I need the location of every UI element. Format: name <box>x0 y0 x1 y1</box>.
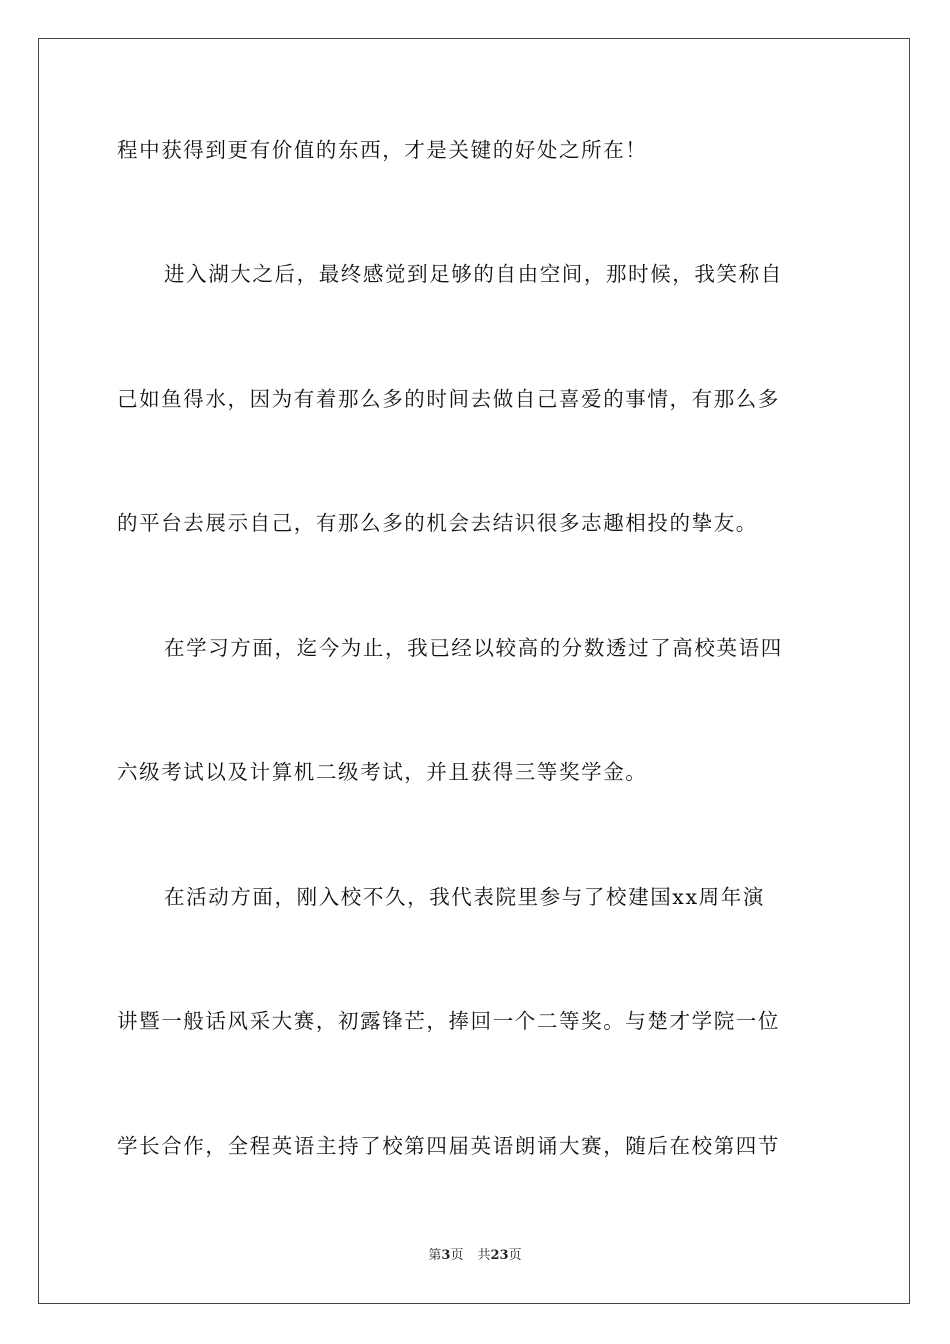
paragraph-start-line: 在活动方面，刚入校不久，我代表院里参与了校建国xx周年演 <box>164 885 765 909</box>
page-prefix: 第 <box>428 1248 442 1263</box>
text-line: 程中获得到更有价值的东西，才是关键的好处之所在！ <box>117 138 648 162</box>
text-line: 的平台去展示自己，有那么多的机会去结识很多志趣相投的挚友。 <box>117 511 758 535</box>
text-line: 学长合作，全程英语主持了校第四届英语朗诵大赛，随后在校第四节 <box>117 1134 780 1158</box>
paragraph-start-line: 在学习方面，迄今为止，我已经以较高的分数透过了高校英语四 <box>164 636 783 660</box>
paragraph-start-line: 进入湖大之后，最终感觉到足够的自由空间，那时候，我笑称自 <box>164 262 783 286</box>
page-footer <box>0 1248 950 1264</box>
text-line: 六级考试以及计算机二级考试，并且获得三等奖学金。 <box>117 760 648 784</box>
text-line: 己如鱼得水，因为有着那么多的时间去做自己喜爱的事情，有那么多 <box>117 387 780 411</box>
page-border <box>38 38 910 1304</box>
text-line: 讲暨一般话风采大赛，初露锋芒，捧回一个二等奖。与楚才学院一位 <box>117 1009 780 1033</box>
total-prefix: 共 <box>477 1248 491 1263</box>
total-pages: 23 <box>490 1248 509 1263</box>
page-number: 3 <box>441 1248 451 1263</box>
total-suffix: 页 <box>508 1248 522 1263</box>
page-suffix: 页 <box>450 1248 464 1263</box>
